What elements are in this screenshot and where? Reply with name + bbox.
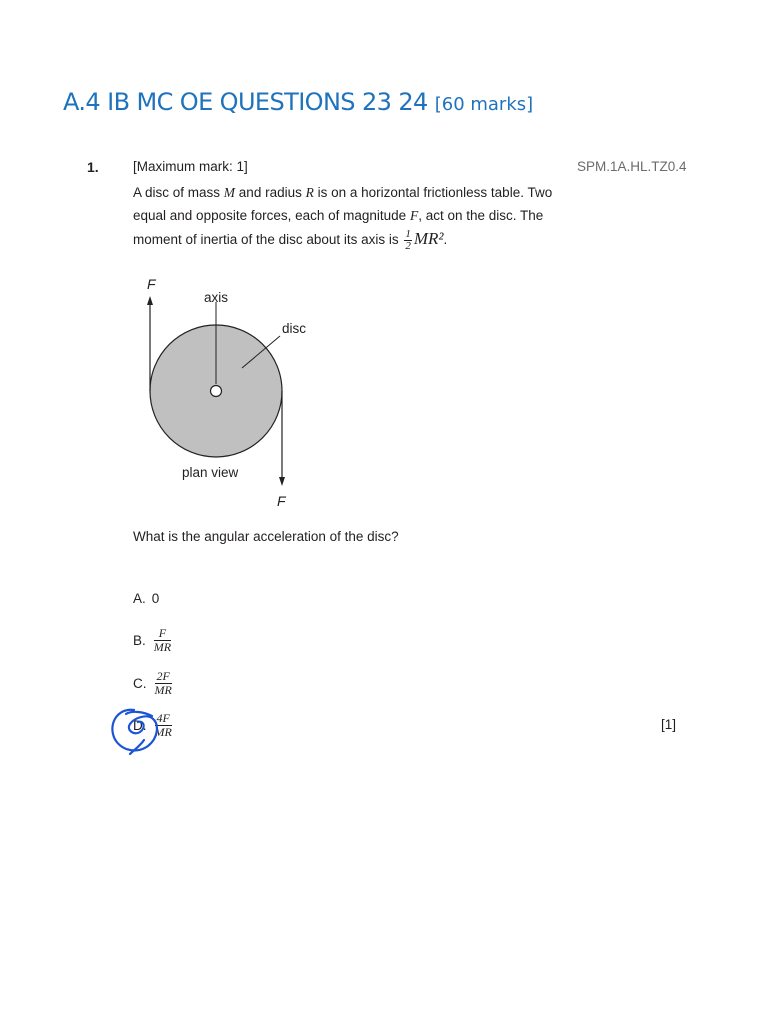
axis-point [211, 386, 222, 397]
inertia-expression: MR² [413, 229, 444, 248]
option-c-fraction [155, 670, 172, 697]
stem-text-3: is on a horizontal frictionless table. Two equal and opposite forces, each of magnitude [133, 185, 553, 223]
force-top-label: F [147, 276, 156, 292]
question-stem [133, 181, 573, 252]
force-top-arrowhead [147, 296, 153, 305]
question-code: SPM.1A.HL.TZ0.4 [577, 159, 687, 174]
mass-symbol: M [223, 185, 236, 200]
stem-text-2: and radius [235, 185, 306, 200]
maximum-mark: [Maximum mark: 1] [133, 159, 248, 174]
title-text: A.4 IB MC OE QUESTIONS 23 24 [63, 88, 428, 116]
option-b-letter: B. [133, 633, 146, 648]
option-c[interactable] [133, 670, 174, 697]
coef-numerator: 1 [405, 227, 411, 240]
force-symbol: F [409, 208, 419, 223]
option-b-denominator: MR [153, 640, 172, 654]
option-a-value: 0 [151, 591, 160, 606]
force-bottom-label: F [277, 493, 286, 509]
option-d-letter: D. [133, 718, 147, 733]
plan-view-label: plan view [182, 465, 239, 480]
ink-stroke [112, 710, 157, 754]
disc-diagram [128, 268, 328, 518]
option-c-denominator: MR [154, 683, 172, 697]
stem-text-4: , act on the disc. The moment of inertia of the disc about its axis is [133, 208, 544, 247]
inertia-coefficient [404, 229, 412, 252]
radius-symbol: R [305, 185, 314, 200]
question-number: 1. [87, 159, 99, 175]
title-marks: [60 marks] [434, 94, 534, 115]
option-a-letter: A. [133, 591, 146, 606]
question-mark-value: [1] [661, 717, 677, 732]
option-c-numerator: 2F [156, 669, 170, 683]
option-d-numerator: 4F [156, 711, 170, 725]
question-prompt: What is the angular acceleration of the disc? [133, 529, 399, 544]
force-bottom-arrowhead [279, 477, 285, 486]
option-c-letter: C. [133, 676, 147, 691]
axis-label: axis [204, 290, 229, 305]
coef-denominator: 2 [405, 239, 411, 252]
stem-text-1: A disc of mass [133, 185, 224, 200]
option-b-numerator: F [154, 627, 171, 641]
stem-text-5: . [443, 232, 448, 247]
handwritten-circle-annotation [104, 700, 174, 760]
option-d-denominator: MR [154, 725, 172, 739]
page-title [63, 88, 533, 116]
option-b-fraction [154, 627, 171, 654]
disc-label: disc [282, 321, 307, 336]
option-a[interactable] [133, 591, 159, 606]
option-b[interactable] [133, 627, 173, 654]
